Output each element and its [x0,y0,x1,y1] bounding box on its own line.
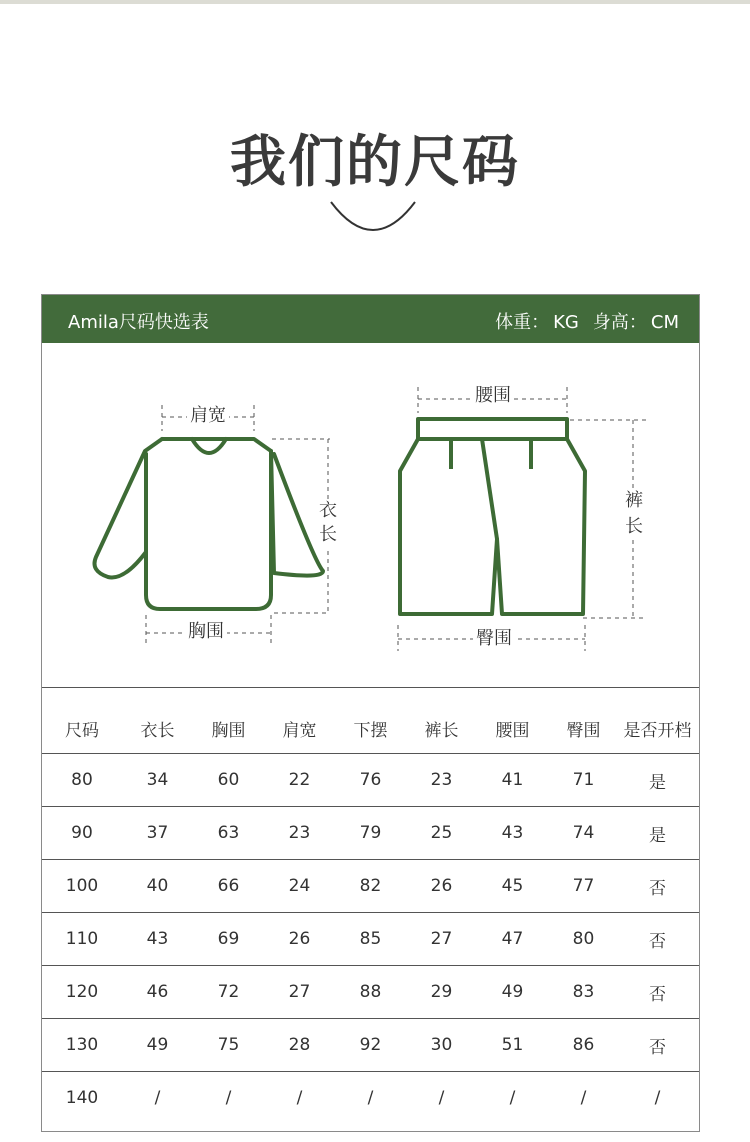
pants-length-label-1: 裤 [622,489,646,513]
cell-hip: 80 [572,929,595,949]
header-open-crotch: 是否开档 [623,721,692,741]
cell-open-crotch: 是 [649,772,666,793]
cell-hip: 83 [572,982,595,1002]
cell-hem: 76 [359,770,382,790]
hip-label: 臀围 [473,628,515,650]
cell-shoulder: 27 [288,982,311,1002]
cell-pants-length: 30 [430,1035,453,1055]
table-header-row [42,687,699,753]
cell-chest: 72 [217,982,240,1002]
cell-open-crotch: 否 [649,931,666,952]
cell-hip: / [580,1088,587,1108]
cell-shoulder: 23 [288,823,311,843]
cell-top-length: 37 [146,823,169,843]
header-size: 尺码 [65,721,99,741]
cell-shoulder: 26 [288,929,311,949]
cell-hem: 79 [359,823,382,843]
chart-name: Amila尺码快选表 [68,312,209,333]
size-table [42,687,699,1124]
height-unit: CM [650,312,679,333]
cell-hip: 86 [572,1035,595,1055]
height-label: 身高： [592,312,647,333]
cell-waist: / [509,1088,516,1108]
cell-hip: 74 [572,823,595,843]
weight-label: 体重： [495,312,550,333]
cell-size: 100 [65,876,99,896]
cell-size: 140 [65,1088,99,1108]
cell-shoulder: 22 [288,770,311,790]
cell-waist: 43 [501,823,524,843]
cell-shoulder: 28 [288,1035,311,1055]
cell-waist: 45 [501,876,524,896]
cell-top-length: / [154,1088,161,1108]
pants-length-label-2: 长 [622,515,646,539]
table-row [42,965,699,1018]
cell-pants-length: 29 [430,982,453,1002]
cell-pants-length: / [438,1088,445,1108]
top-garment-outline [95,439,324,609]
chart-header [42,295,699,343]
top-strip [0,0,750,4]
cell-top-length: 43 [146,929,169,949]
cell-open-crotch: / [654,1088,661,1108]
cell-chest: 75 [217,1035,240,1055]
cell-chest: 66 [217,876,240,896]
cell-shoulder: / [296,1088,303,1108]
cell-hem: 92 [359,1035,382,1055]
cell-size: 80 [71,770,93,790]
cell-waist: 41 [501,770,524,790]
cell-size: 110 [65,929,99,949]
table-row [42,1071,699,1124]
header-hem: 下摆 [353,721,388,741]
cell-chest: 69 [217,929,240,949]
header-shoulder: 肩宽 [282,721,317,741]
cell-chest: / [225,1088,232,1108]
measurement-diagram [42,343,699,688]
cell-hip: 71 [572,770,595,790]
pants-dashed-guides [398,387,646,651]
page-title: 我们的尺码 [230,130,520,195]
header-hip: 臀围 [566,721,601,741]
cell-pants-length: 26 [430,876,453,896]
cell-chest: 63 [217,823,240,843]
chest-label: 胸围 [185,621,227,643]
cell-open-crotch: 否 [649,984,666,1005]
header-waist: 腰围 [495,721,530,741]
cell-open-crotch: 是 [649,825,666,846]
table-row [42,753,699,806]
smile-decoration [325,196,425,236]
cell-open-crotch: 否 [649,878,666,899]
cell-hem: 82 [359,876,382,896]
cell-shoulder: 24 [288,876,311,896]
cell-top-length: 40 [146,876,169,896]
cell-waist: 47 [501,929,524,949]
cell-hip: 77 [572,876,595,896]
table-row [42,859,699,912]
weight-unit: KG [553,312,579,333]
cell-chest: 60 [217,770,240,790]
cell-hem: 88 [359,982,382,1002]
garment-drawing [42,343,699,688]
cell-top-length: 49 [146,1035,169,1055]
cell-size: 90 [71,823,93,843]
cell-hem: 85 [359,929,382,949]
waist-label: 腰围 [472,385,514,407]
cell-waist: 51 [501,1035,524,1055]
table-row [42,806,699,859]
cell-size: 130 [65,1035,99,1055]
cell-hem: / [367,1088,374,1108]
table-row [42,912,699,965]
cell-waist: 49 [501,982,524,1002]
cell-pants-length: 27 [430,929,453,949]
cell-top-length: 46 [146,982,169,1002]
top-length-label-2: 长 [316,523,340,547]
header-chest: 胸围 [211,721,246,741]
cell-open-crotch: 否 [649,1037,666,1058]
cell-pants-length: 23 [430,770,453,790]
table-row [42,1018,699,1071]
size-chart [41,294,700,1132]
header-top-length: 衣长 [140,721,175,741]
cell-size: 120 [65,982,99,1002]
header-pants-length: 裤长 [424,721,459,741]
cell-top-length: 34 [146,770,169,790]
top-length-label-1: 衣 [316,499,340,523]
chart-units [491,308,679,334]
cell-pants-length: 25 [430,823,453,843]
shoulder-width-label: 肩宽 [187,405,229,427]
pants-outline [400,419,585,614]
